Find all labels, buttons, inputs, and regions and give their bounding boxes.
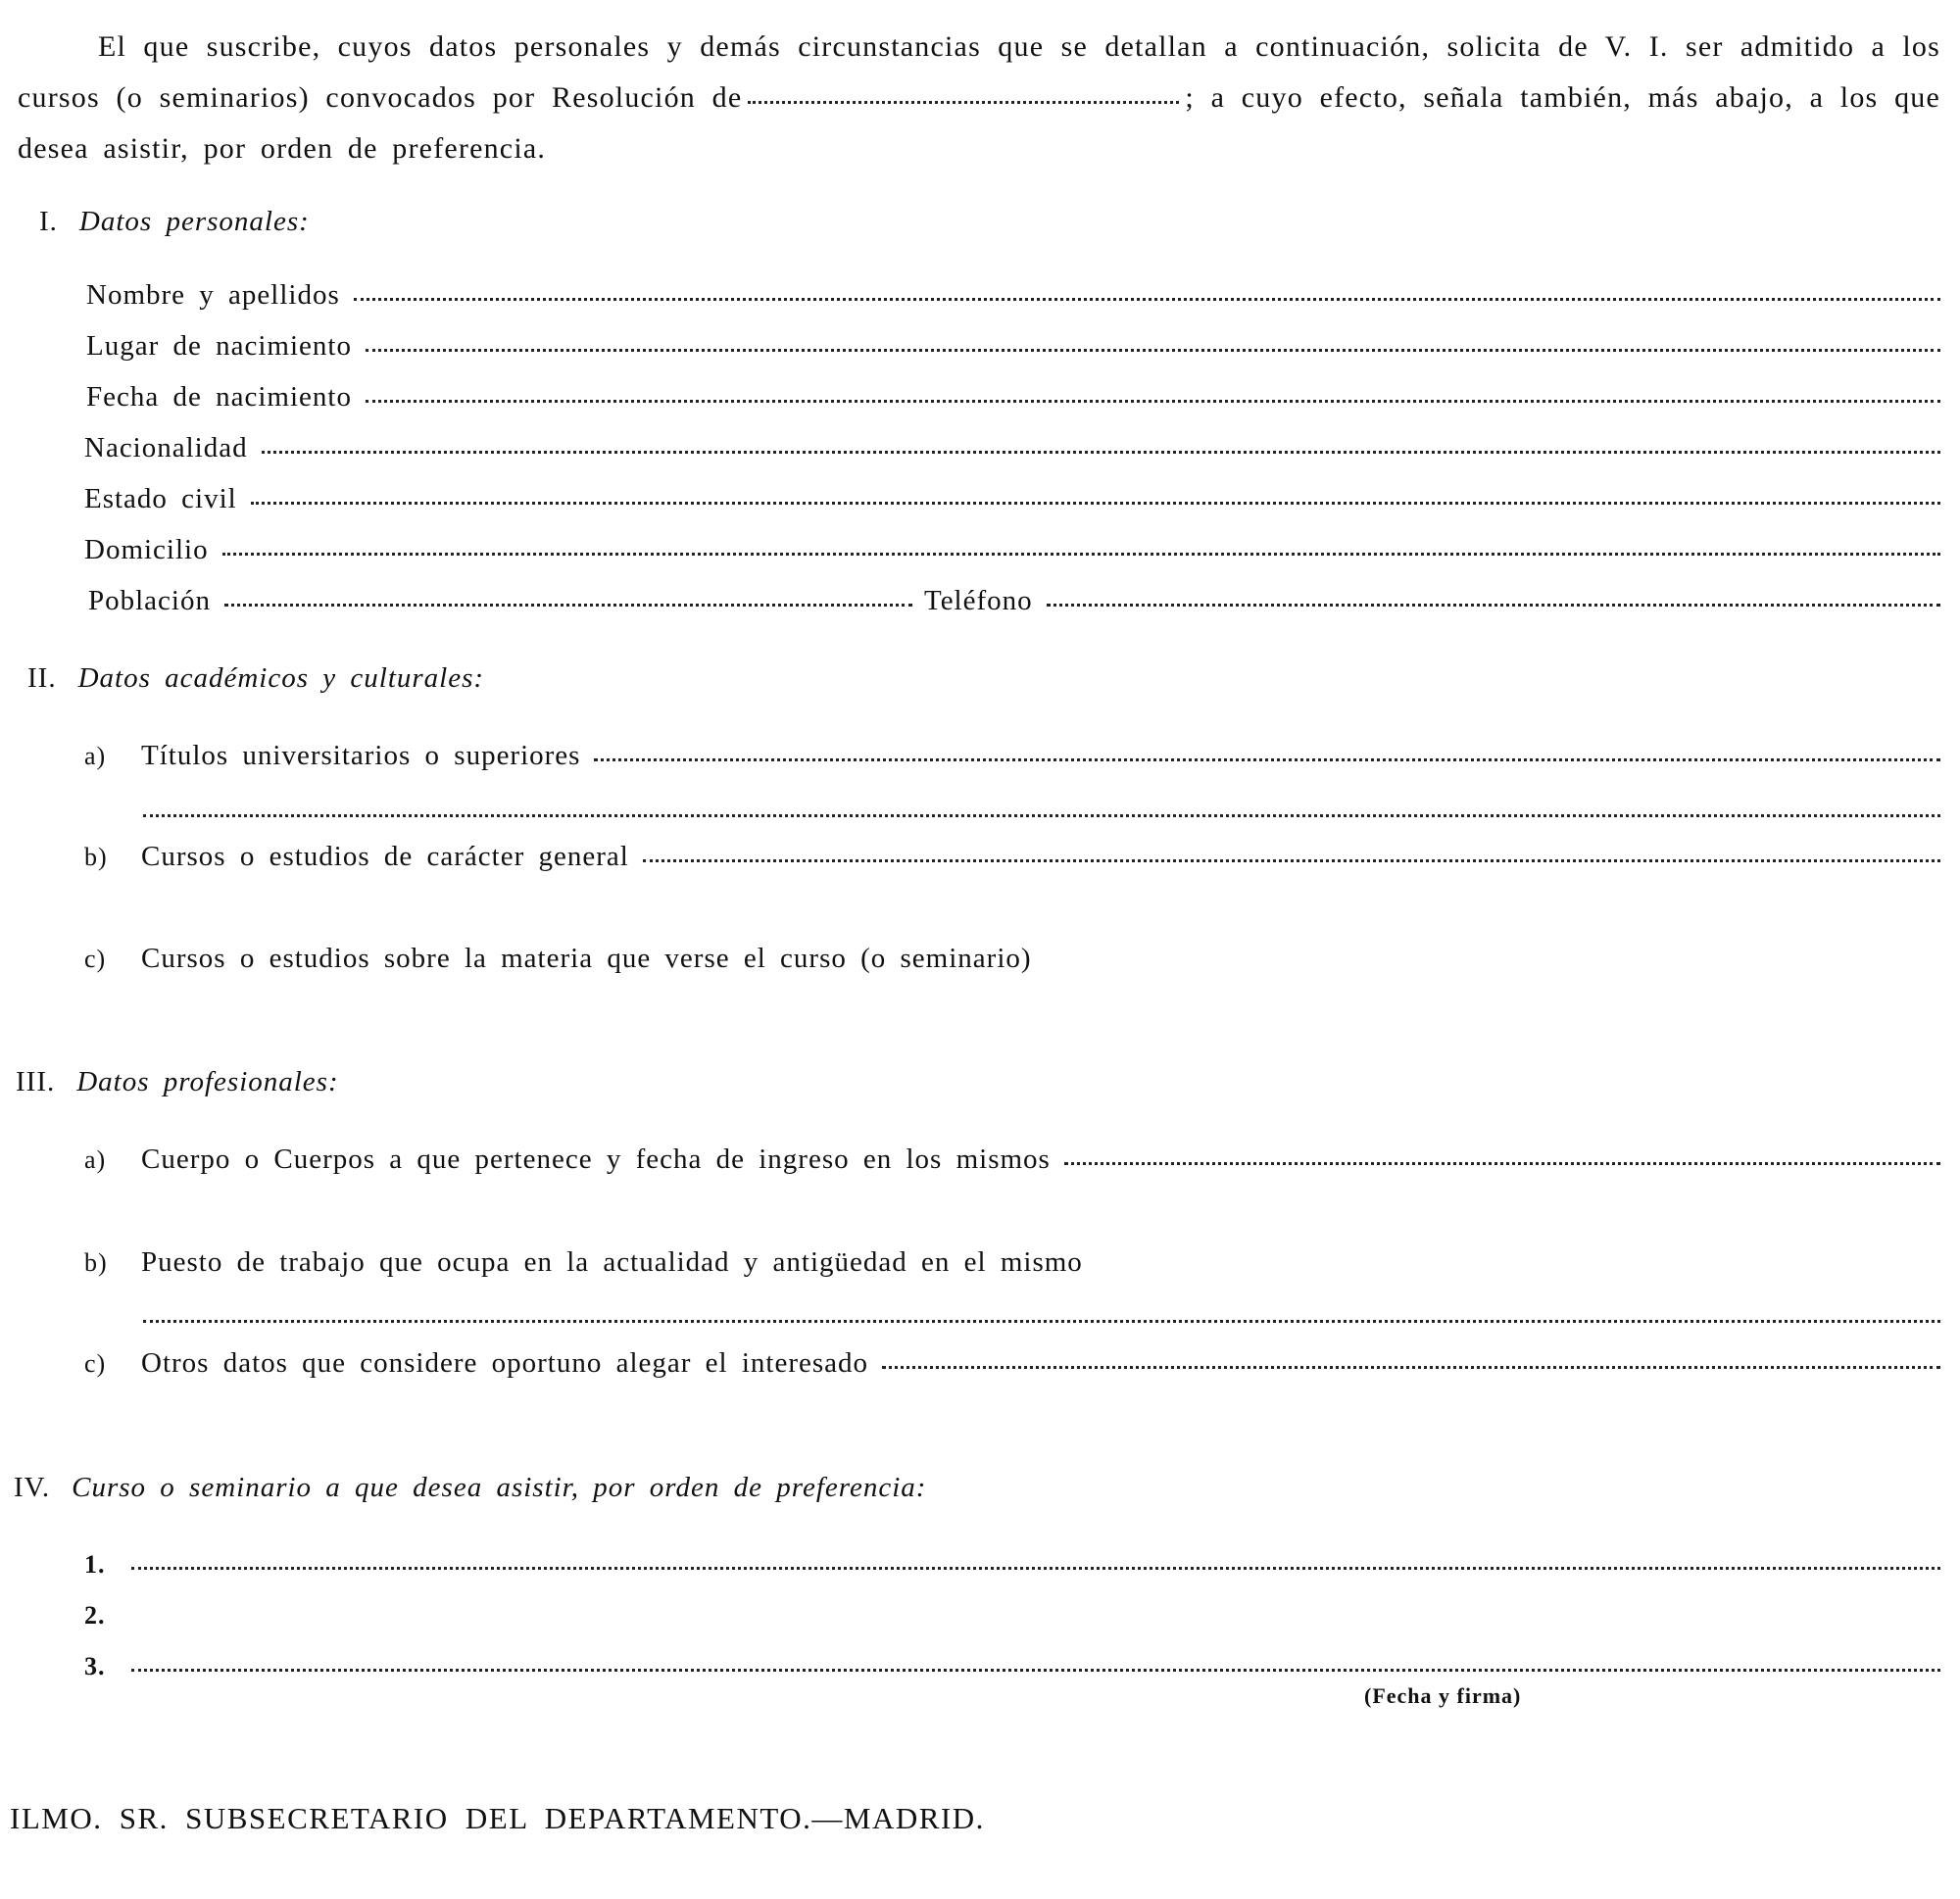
section-4-number: IV. [14, 1472, 51, 1503]
section-1-heading [39, 206, 310, 238]
section-2-title: Datos académicos y culturales: [77, 662, 485, 694]
section-1-title: Datos personales: [78, 206, 310, 237]
field-estado-civil-input[interactable] [251, 501, 1940, 505]
field-cursos-general-input[interactable] [643, 858, 1940, 862]
field-nombre-input[interactable] [354, 297, 1940, 301]
field-cuerpos-label: Cuerpo o Cuerpos a que pertenece y fecha de ingreso en los mismos [141, 1144, 1051, 1175]
field-titulos-label: Títulos universitarios o superiores [141, 740, 581, 771]
field-otros-input[interactable] [882, 1365, 1940, 1369]
intro-text-2: ; a cuyo efecto, señala también, más abajo, a los que desea asistir, por orden de preferencia. [18, 81, 1940, 165]
field-puesto [84, 1246, 1083, 1279]
item-a-marker: a) [84, 1145, 107, 1174]
preference-1-number: 1. [84, 1550, 106, 1579]
field-cuerpos [84, 1144, 1940, 1176]
field-nacionalidad-input[interactable] [262, 450, 1940, 454]
field-puesto-input[interactable] [143, 1319, 1940, 1323]
field-cuerpos-input[interactable] [1064, 1161, 1940, 1165]
field-cursos-materia-label: Cursos o estudios sobre la materia que verse el curso (o seminario) [141, 943, 1032, 974]
item-c-marker: c) [84, 1349, 107, 1378]
preference-3 [84, 1652, 1940, 1681]
field-otros [84, 1347, 1940, 1380]
section-4-title: Curso o seminario a que desea asistir, por orden de preferencia: [72, 1472, 927, 1503]
field-titulos [84, 740, 1940, 772]
preference-2-number: 2. [84, 1601, 106, 1630]
item-c-marker: c) [84, 945, 107, 973]
field-lugar [86, 330, 1940, 363]
section-3-heading [16, 1066, 339, 1098]
item-b-marker: b) [84, 1248, 108, 1277]
section-3-title: Datos profesionales: [76, 1066, 339, 1097]
preference-3-number: 3. [84, 1652, 106, 1680]
item-a-marker: a) [84, 742, 107, 770]
preference-1 [84, 1550, 1940, 1580]
field-estado-civil [84, 483, 1940, 515]
preference-2 [84, 1601, 131, 1631]
section-3-number: III. [16, 1066, 56, 1097]
field-cursos-general [84, 841, 1940, 873]
field-fecha [86, 381, 1940, 414]
section-2-number: II. [27, 662, 57, 694]
field-lugar-input[interactable] [366, 348, 1940, 352]
signature-label: (Fecha y firma) [1364, 1683, 1522, 1708]
field-nacionalidad-label: Nacionalidad [84, 432, 248, 463]
field-otros-label: Otros datos que considere oportuno alegar el interesado [141, 1347, 869, 1379]
field-lugar-label: Lugar de nacimiento [86, 330, 352, 362]
section-2-heading [27, 662, 484, 695]
preference-1-input[interactable] [131, 1566, 1940, 1570]
field-titulos-input[interactable] [594, 757, 1940, 761]
field-cursos-general-label: Cursos o estudios de carácter general [141, 841, 629, 872]
field-fecha-input[interactable] [366, 399, 1940, 403]
preference-3-input[interactable] [131, 1668, 1940, 1672]
field-telefono-label: Teléfono [924, 585, 1033, 616]
section-1-number: I. [39, 206, 58, 237]
field-puesto-label: Puesto de trabajo que ocupa en la actualidad y antigüedad en el mismo [141, 1246, 1083, 1278]
field-nacionalidad [84, 432, 1940, 464]
field-poblacion-input[interactable] [224, 603, 912, 607]
field-cursos-materia [84, 943, 1032, 975]
field-poblacion-label: Población [88, 585, 211, 616]
field-estado-civil-label: Estado civil [84, 483, 237, 514]
field-fecha-label: Fecha de nacimiento [86, 381, 352, 413]
intro-text-1: El que suscribe, cuyos datos personales y demás circunstancias que se detallan a continuación, solicita de V. I. ser admitido a los cursos (o seminarios) convocados por Resolución de [18, 30, 1940, 114]
intro-paragraph [18, 22, 1940, 174]
section-4-heading [14, 1472, 926, 1504]
resolucion-field[interactable] [748, 97, 1179, 104]
field-poblacion-telefono [88, 585, 1940, 617]
field-domicilio-label: Domicilio [84, 534, 209, 565]
field-domicilio-input[interactable] [222, 552, 1940, 556]
field-telefono-input[interactable] [1047, 603, 1940, 607]
addressee: ILMO. SR. SUBSECRETARIO DEL DEPARTAMENTO.—MADRID. [10, 1801, 985, 1835]
field-nombre-label: Nombre y apellidos [86, 279, 340, 311]
item-b-marker: b) [84, 843, 108, 871]
field-nombre [86, 279, 1940, 312]
field-domicilio [84, 534, 1940, 566]
field-titulos-input-line2[interactable] [143, 813, 1940, 817]
